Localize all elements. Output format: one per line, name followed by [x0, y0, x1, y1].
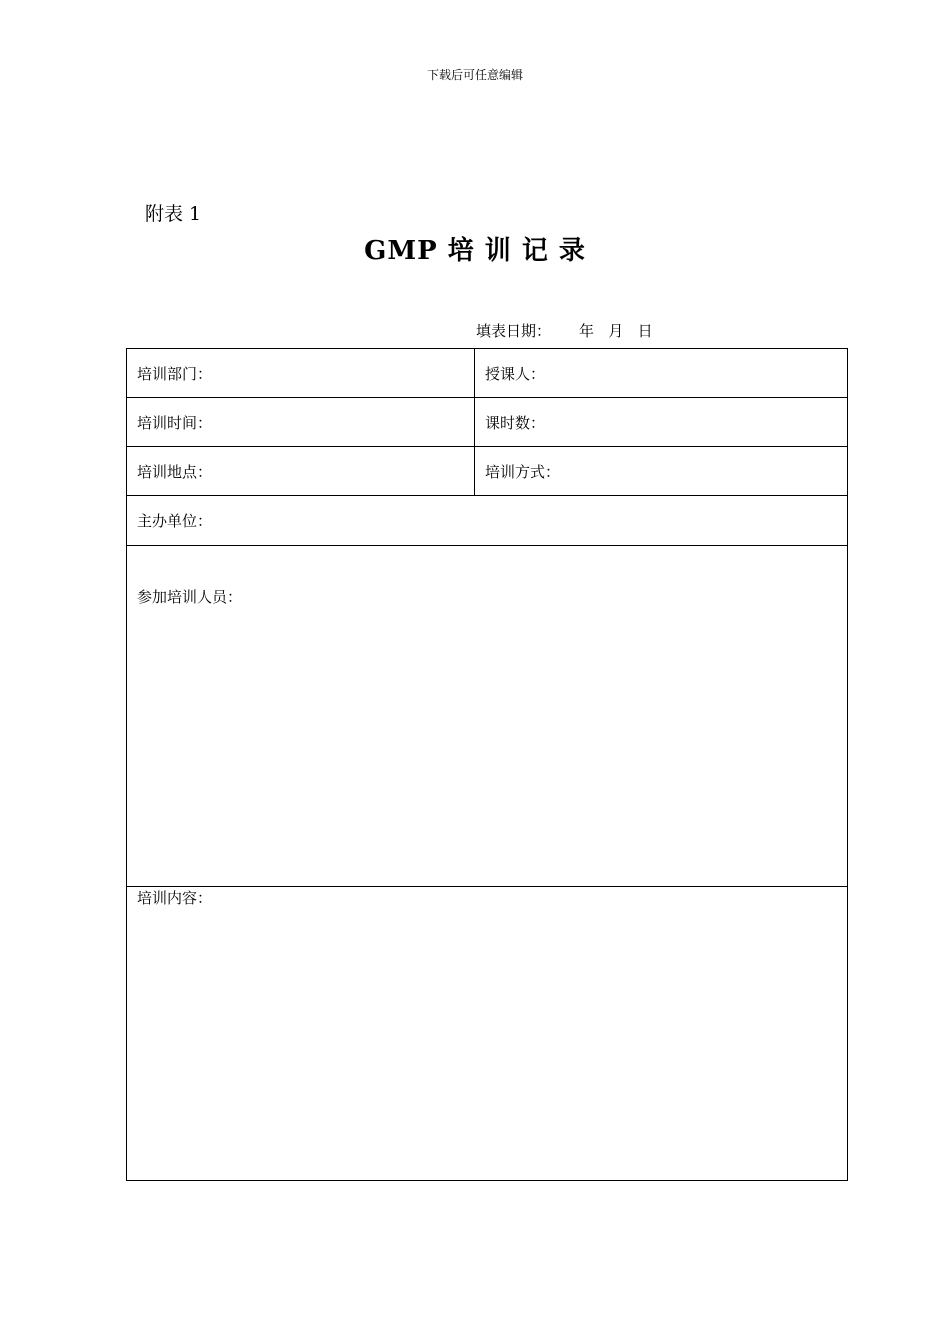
- participants-label: 参加培训人员：: [137, 588, 243, 606]
- content-label: 培训内容：: [137, 889, 213, 907]
- instructor-cell[interactable]: [475, 349, 847, 397]
- form-row-participants: [127, 546, 847, 887]
- organizer-cell[interactable]: [127, 496, 847, 545]
- training-record-form: [126, 348, 848, 1181]
- training-time-label: 培训时间：: [137, 413, 213, 432]
- method-cell[interactable]: [475, 447, 847, 495]
- form-row-location: [127, 447, 847, 496]
- form-row-department: [127, 349, 847, 398]
- form-row-organizer: [127, 496, 847, 546]
- location-cell[interactable]: [127, 447, 475, 495]
- class-hours-cell[interactable]: [475, 398, 847, 446]
- participants-cell[interactable]: [127, 546, 847, 886]
- content-cell[interactable]: [127, 887, 847, 1180]
- fill-date-label: 填表日期：: [476, 322, 552, 340]
- department-cell[interactable]: [127, 349, 475, 397]
- form-row-time: [127, 398, 847, 447]
- department-label: 培训部门：: [137, 364, 213, 383]
- location-label: 培训地点：: [137, 462, 213, 481]
- fill-date-line: [476, 320, 653, 341]
- header-note: 下载后可任意编辑: [426, 68, 523, 82]
- organizer-label: 主办单位：: [137, 512, 213, 530]
- page-title: GMP 培 训 记 录: [364, 236, 586, 266]
- class-hours-label: 课时数：: [485, 413, 546, 432]
- instructor-label: 授课人：: [485, 364, 546, 383]
- form-row-content: [127, 887, 847, 1180]
- method-label: 培训方式：: [485, 462, 561, 481]
- attachment-label: 附表 1: [145, 203, 202, 225]
- fill-date-parts: 年 月 日: [579, 322, 653, 340]
- training-time-cell[interactable]: [127, 398, 475, 446]
